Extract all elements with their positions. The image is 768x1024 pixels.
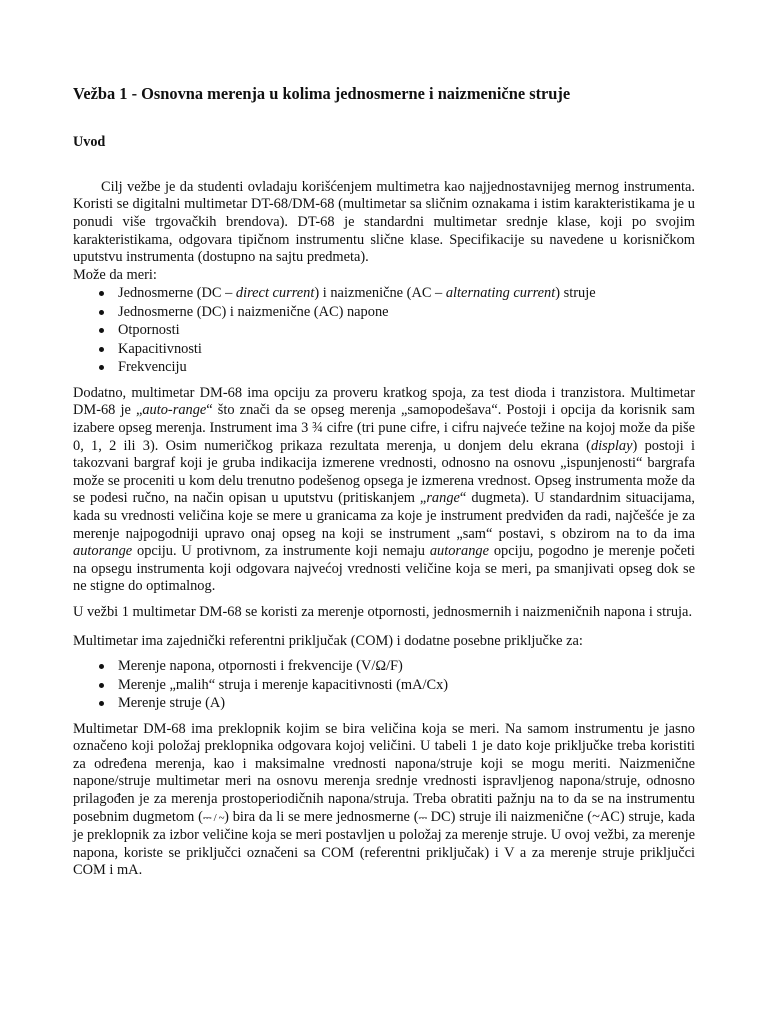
intro-paragraph: Cilj vežbe je da studenti ovladaju korišćenjem multimetra kao najjednostavnijeg mernog instrumenta. Koristi se digitalni multimetar DT-68/DM-68 (multimetar sa sličnim oznakama i istim karakteristikama je u ponudi više trgovačkih brendova). DT-68 je standardni multimetar srednje klase, koji po svojim karakteristikama, odgovara tipičnom instrumentu slične klase. Specifikacije su navedene u korisničkom uputstvu instrumenta (dostupno na sajtu predmeta). [73, 178, 695, 266]
dc-ac-symbol: ⎓ / ~ [202, 811, 225, 824]
selector-paragraph: Multimetar DM-68 ima preklopnik kojim se bira veličina koja se meri. Na samom instrumentu je jasno označeno koji položaj preklopnika odgovara kojoj veličini. U tabeli 1 je dato koje priključke treba koristiti za određena merenja, kao i maksimalne vrednosti napona/struje koji se mogu meriti. Naizmenične napone/struje multimetar meri na osnovu merenja srednje vrednosti ispravljenog napona/struje, odnosno prilagođen je za merenja prostoperiodičnih napona/struja. Treba obratiti pažnju na to da se na instrumentu posebnim dugmetom (⎓ / ~) bira da li se mere jednosmerne (⎓ DC) struje ili naizmenične (~AC) struje, kada je preklopnik za izbor veličine koja se meri postavljen u položaj za merenje struje. U ovoj vežbi, za merenje napona, koriste se priključci označeni sa COM (referentni priključak) i V a za merenje struje priključci COM i mA. [73, 720, 695, 879]
section-heading: Uvod [73, 133, 106, 150]
document-title: Vežba 1 - Osnovna merenja u kolima jednosmerne i naizmenične struje [73, 84, 571, 103]
features-paragraph: Dodatno, multimetar DM-68 ima opciju za proveru kratkog spoja, za test dioda i tranzistora. Multimetar DM-68 je „auto-range“ što znači da se opseg merenja „samopodešava“. Postoji i opcija da korisnik sam izabere opseg merenja. Instrument ima 3 ¾ cifre (tri pune cifre, i cifru najveće težine na kojoj može da piše 0, 1, 2 ili 3). Osim numeričkog prikaza rezultata merenja, u donjem delu ekrana (display) postoji i takozvani bargraf koji je gruba indikacija izmerene vrednosti, odnosno na osnovu „ispunjenosti“ bargrafa može se proceniti u kom delu trenutno podešenog opsega je izmerena vrednost. Opseg instrumenta može da se podesi ručno, na način opisan u uputstvu (pritiskanjem „range“ dugmeta). U standardnim situacijama, kada su vrednosti veličina koje se mere u granicama za koje je instrument predviđen da radi, najčešće je za merenje najpogodniji upravo onaj opseg na koji se instrument „sam“ postavi, s obzirom na to da ima autorange opciju. U protivnom, za instrumente koji nemaju autorange opciju, pogodno je merenje početi na opsegu instrumenta koji odgovara najvećoj vrednosti veličine koja se meri, pa smanjivati opseg dok se ne stigne do optimalnog. [73, 384, 695, 595]
list-item: Frekvenciju [118, 358, 695, 377]
list-item: Merenje napona, otpornosti i frekvencije (V/Ω/F) [118, 657, 695, 676]
terminals-list [73, 657, 695, 713]
list-item: Otpornosti [118, 321, 695, 340]
measures-lead-in: Može da meri: [73, 266, 157, 283]
list-item: Jednosmerne (DC – direct current) i naizmenične (AC – alternating current) struje [118, 284, 695, 303]
exercise-usage-paragraph: U vežbi 1 multimetar DM-68 se koristi za merenje otpornosti, jednosmernih i naizmeničnih napona i struja. [73, 603, 693, 620]
measurable-quantities-list [73, 284, 695, 377]
terminals-paragraph: Multimetar ima zajednički referentni priključak (COM) i dodatne posebne priključke za: [73, 632, 583, 649]
list-item: Merenje „malih“ struja i merenje kapacitivnosti (mA/Cx) [118, 676, 695, 695]
list-item: Jednosmerne (DC) i naizmenične (AC) napone [118, 303, 695, 322]
list-item: Merenje struje (A) [118, 694, 695, 713]
list-item: Kapacitivnosti [118, 340, 695, 359]
dc-symbol: ⎓ [418, 811, 427, 824]
